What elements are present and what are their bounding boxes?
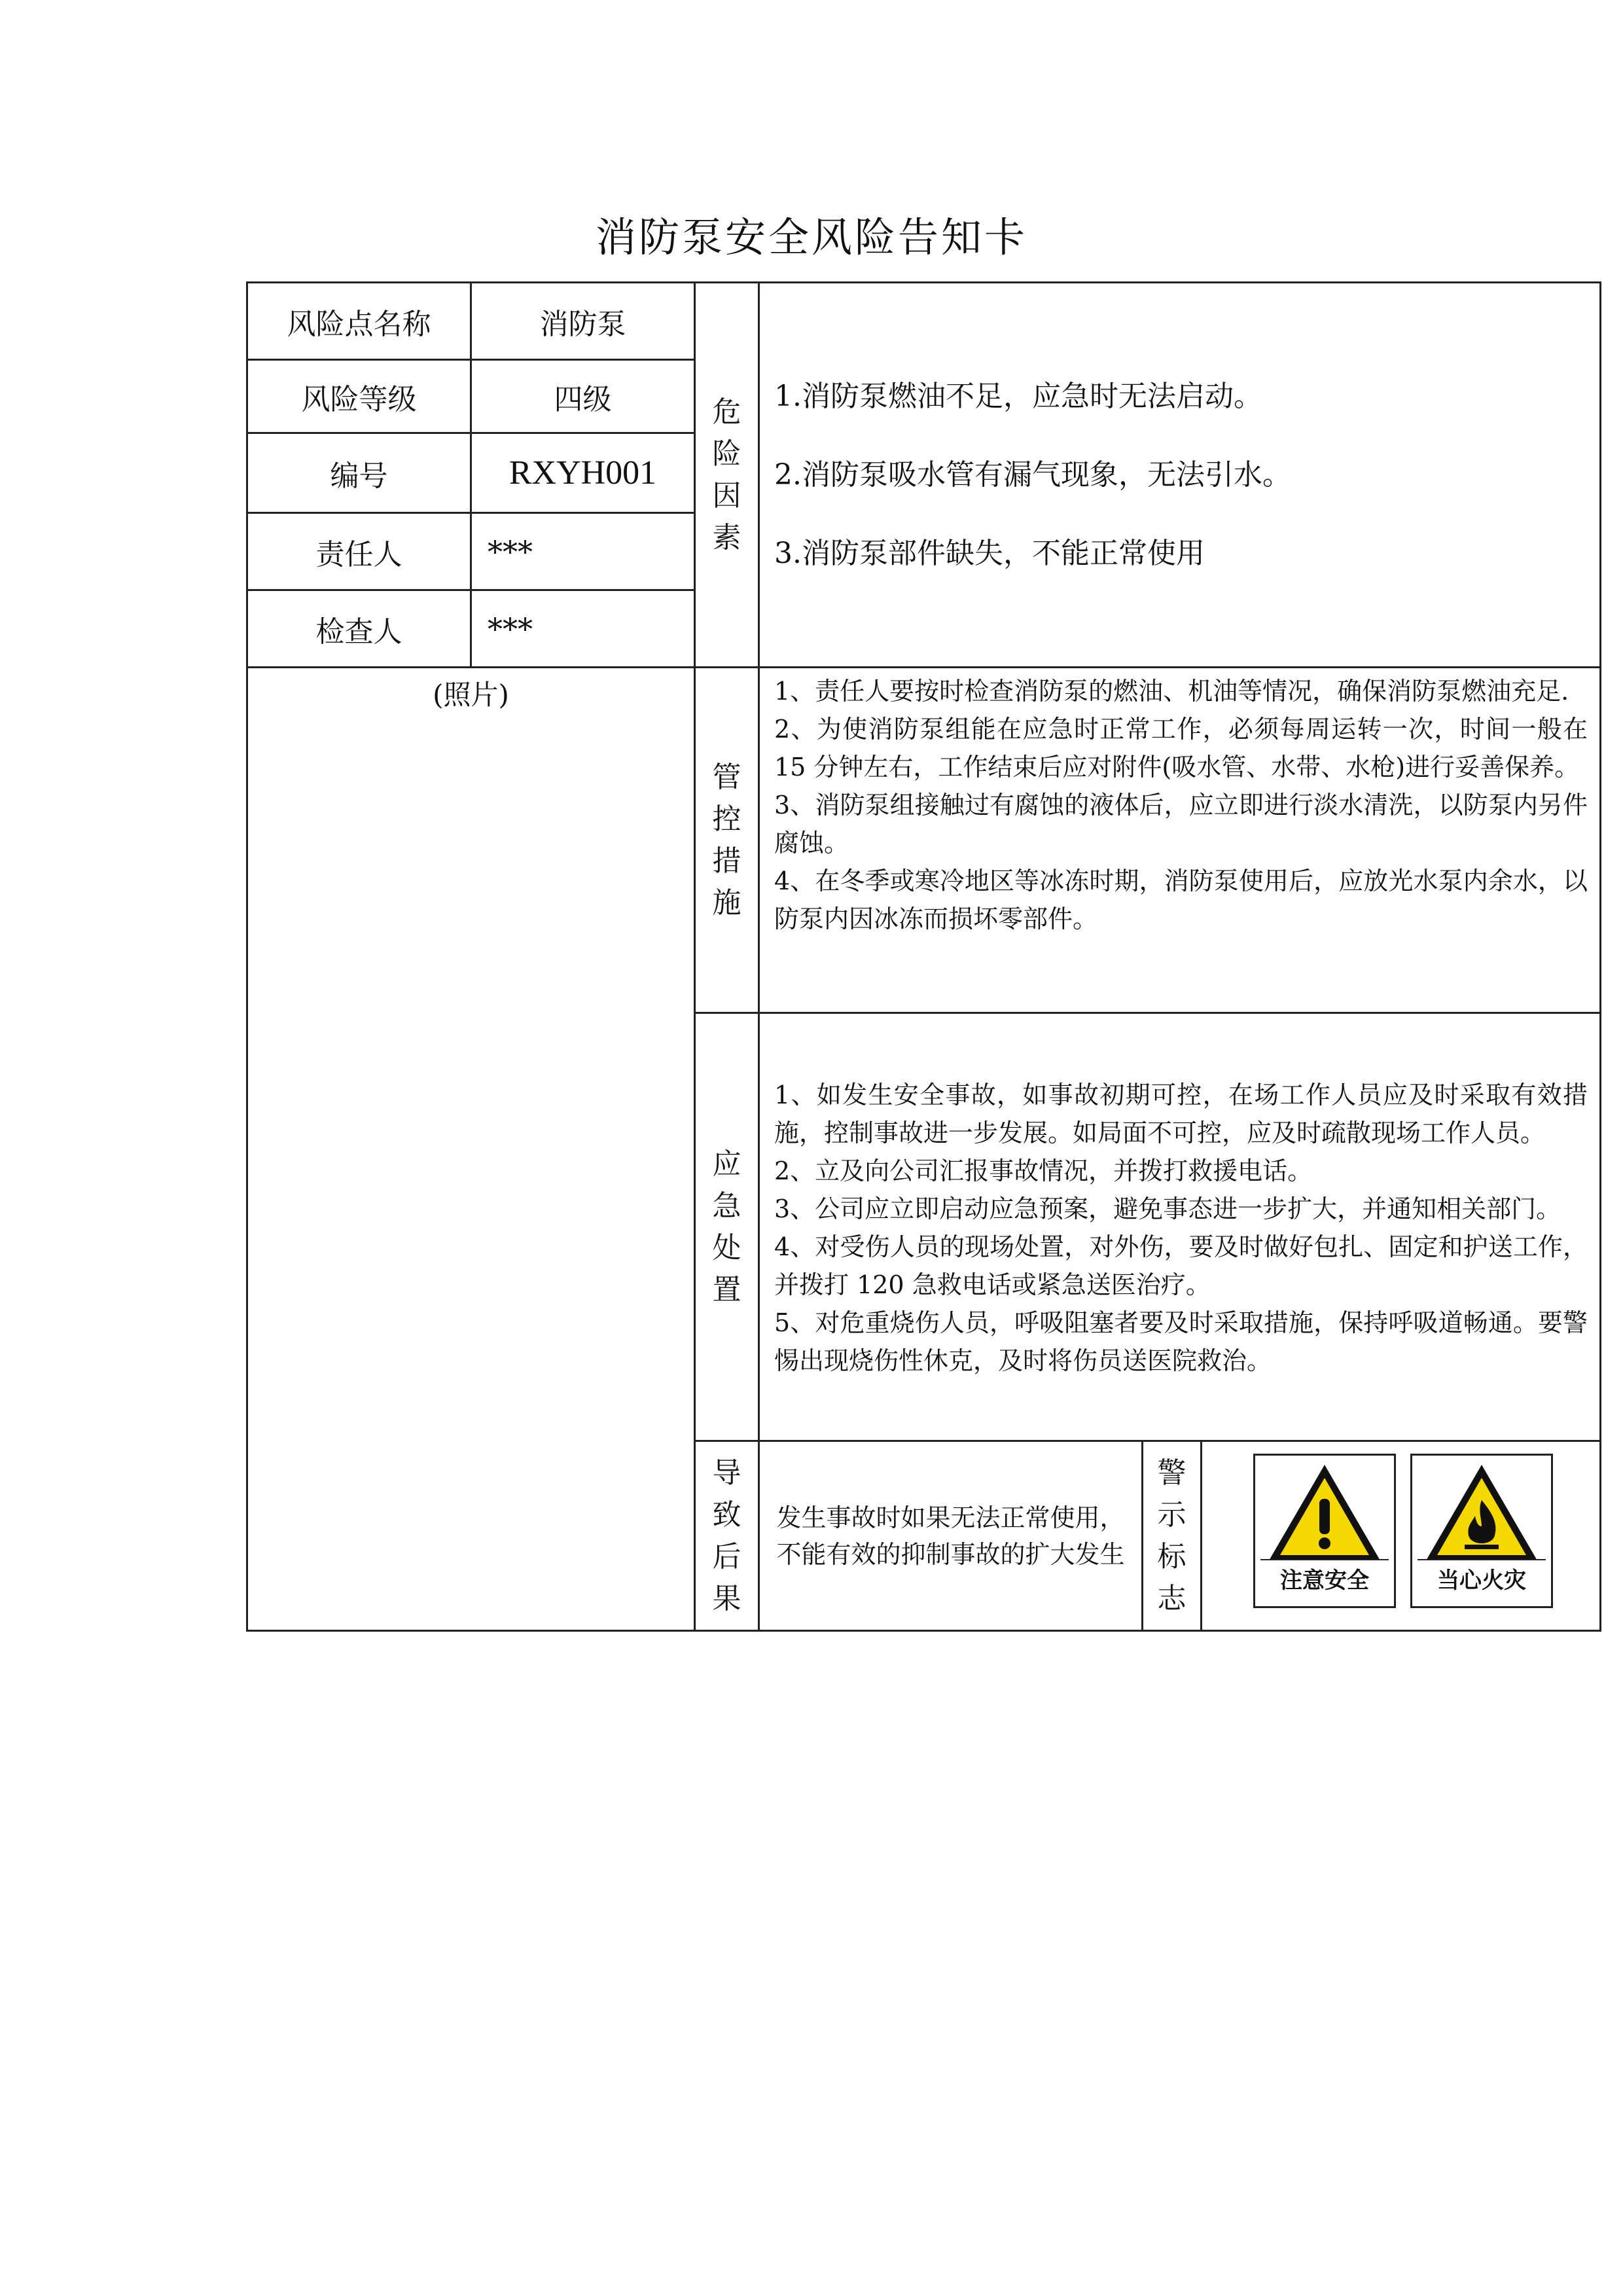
emergency-content [759,1013,1601,1441]
caution-sign [1253,1454,1396,1608]
emergency-item: 1、如发生安全事故，如事故初期可控，在场工作人员应及时采取有效措施，控制事故进一步发展。如局面不可控，应及时疏散现场工作人员。 [774,1080,1588,1147]
sign-caption: 注意安全 [1260,1559,1389,1601]
measure-item: 4、在冬季或寒冷地区等冰冻时期，消防泵使用后，应放光水泵内余水，以防泵内因冰冻而损坏零部件。 [774,867,1588,933]
fire-warning-icon [1421,1461,1542,1567]
owner-label: 责任人 [247,513,471,590]
page-title: 消防泵安全风险告知卡 [595,213,1027,261]
exclamation-warning-icon [1264,1461,1385,1567]
owner-value: *** [471,513,695,590]
emergency-item: 5、对危重烧伤人员，呼吸阻塞者要及时采取措施，保持呼吸道畅通。要警惕出现烧伤性休克，及时将伤员送医院救治。 [774,1308,1588,1375]
measures-label: 管 控 措 施 [695,668,759,1013]
emergency-label: 应 急 处 置 [695,1013,759,1441]
hazard-item: 1.消防泵燃油不足，应急时无法启动。 [774,379,1262,413]
name-value: 消防泵 [471,283,695,360]
hazard-item: 2.消防泵吸水管有漏气现象，无法引水。 [774,457,1291,492]
measure-item: 1、责任人要按时检查消防泵的燃油、机油等情况，确保消防泵燃油充足. [774,677,1569,706]
inspector-value: *** [471,590,695,668]
code-label: 编号 [247,433,471,513]
hazards-content [759,283,1601,668]
photo-placeholder: (照片) [247,668,695,1631]
consequence-text: 发生事故时如果无法正常使用，不能有效的抑制事故的扩大发生 [759,1441,1143,1631]
hazard-item: 3.消防泵部件缺失，不能正常使用 [774,536,1205,570]
measure-item: 3、消防泵组接触过有腐蚀的液体后，应立即进行淡水清洗，以防泵内另件腐蚀。 [774,791,1588,857]
hazards-label: 危 险 因 素 [695,283,759,668]
consequence-label: 导 致 后 果 [695,1441,759,1631]
risk-card-table [246,281,1601,1632]
inspector-label: 检查人 [247,590,471,668]
warning-label: 警 示 标 志 [1143,1441,1202,1631]
level-label: 风险等级 [247,360,471,433]
measure-item: 2、为使消防泵组能在应急时正常工作，必须每周运转一次，时间一般在 15 分钟左右，工作结束后应对附件(吸水管、水带、水枪)进行妥善保养。 [774,715,1588,781]
name-label: 风险点名称 [247,283,471,360]
emergency-item: 2、立及向公司汇报事故情况，并拨打救援电话。 [774,1156,1313,1185]
measures-content [759,668,1601,1013]
warning-signs [1202,1441,1601,1631]
fire-sign [1410,1454,1553,1608]
level-value: 四级 [471,360,695,433]
sign-caption: 当心火灾 [1418,1559,1546,1601]
code-value: RXYH001 [471,433,695,513]
emergency-item: 3、公司应立即启动应急预案，避免事态进一步扩大，并通知相关部门。 [774,1194,1561,1223]
emergency-item: 4、对受伤人员的现场处置，对外伤，要及时做好包扎、固定和护送工作，并拨打 120 急救电话或紧急送医治疗。 [774,1232,1588,1299]
